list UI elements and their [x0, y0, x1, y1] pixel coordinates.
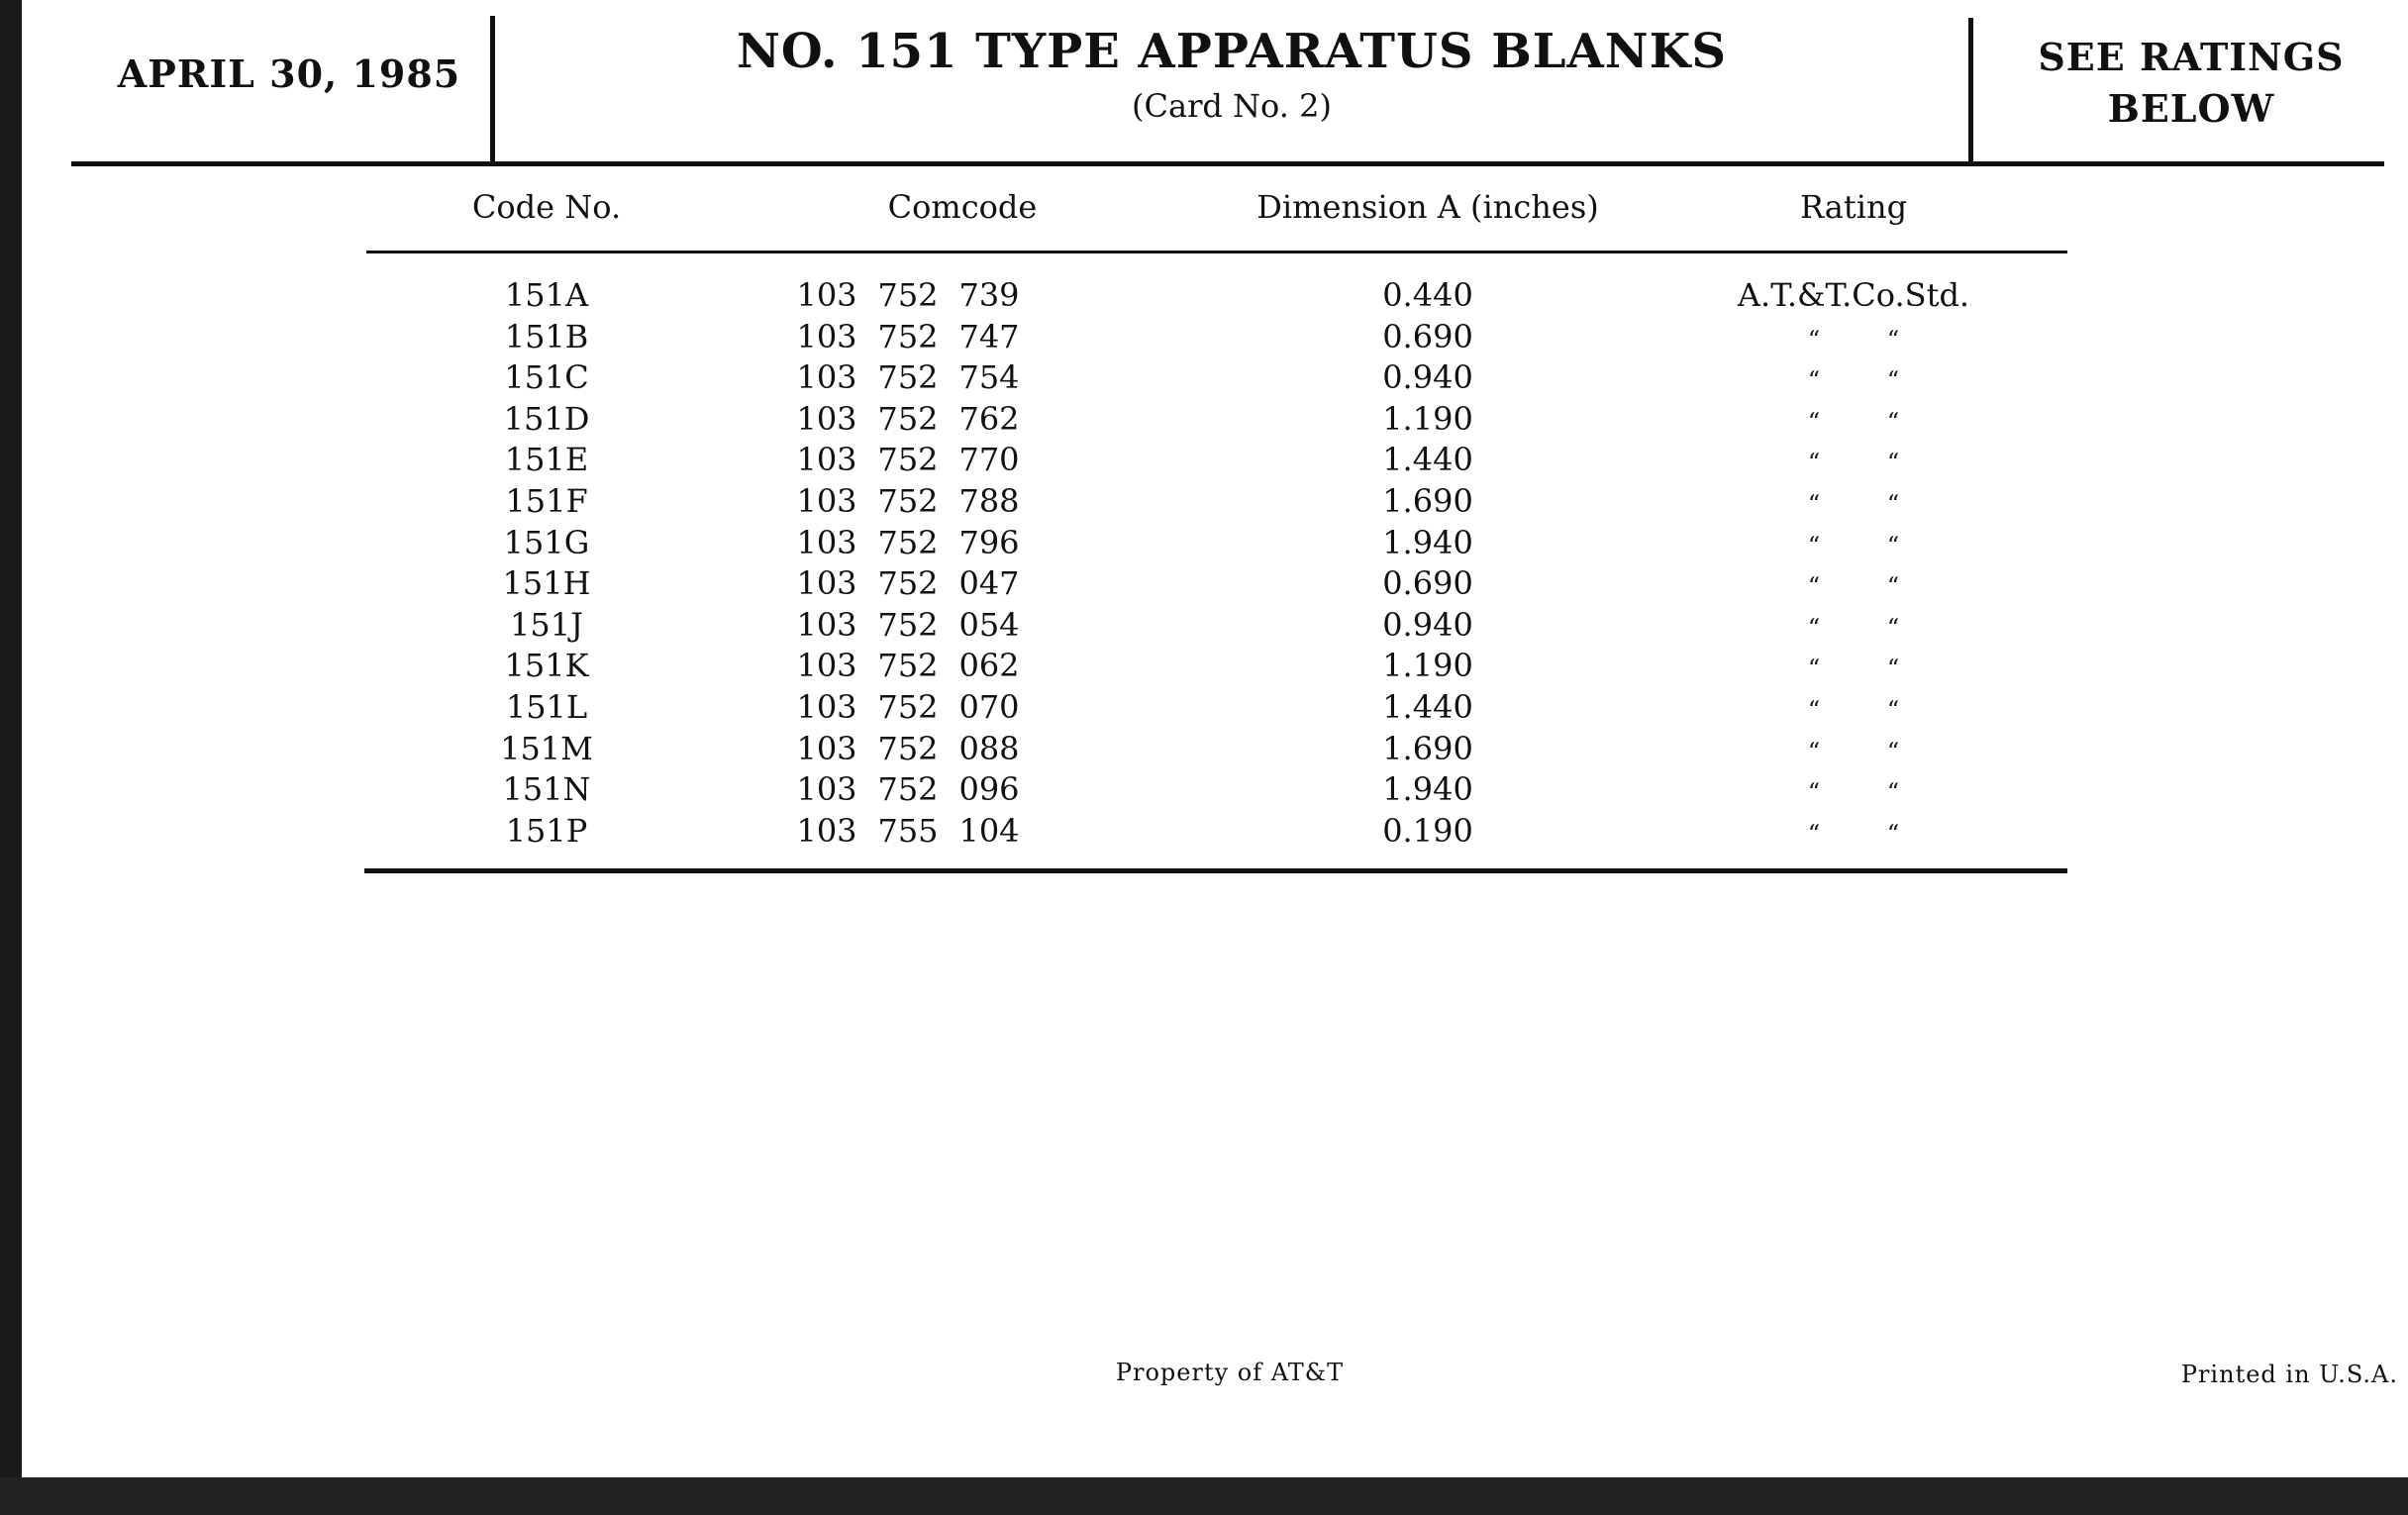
dimension-cell: 1.690 [1382, 481, 1473, 520]
code-number-cell: 151D [503, 399, 590, 438]
comcode-group: 752 [877, 523, 939, 561]
comcode-cell [794, 440, 1131, 481]
rating-cell [1705, 563, 2002, 605]
ditto-mark: “ [1807, 572, 1821, 601]
comcode-group: 752 [877, 317, 939, 355]
comcode-group: 755 [877, 811, 939, 850]
dimension-cell: 0.690 [1382, 564, 1473, 603]
ratings-note [1978, 32, 2404, 131]
dimension-cell: 1.440 [1382, 687, 1473, 726]
document-title: NO. 151 TYPE APPARATUS BLANKS [736, 24, 1728, 79]
comcode-group: 754 [958, 358, 1020, 397]
comcode-group: 752 [877, 729, 939, 767]
comcode-cell [794, 275, 1131, 317]
comcode-group: 096 [958, 770, 1020, 809]
scan-border-bottom [0, 1477, 2408, 1515]
ditto-mark: “ [1807, 531, 1821, 559]
comcode-group: 103 [796, 276, 857, 314]
ditto-mark: “ [1886, 325, 1900, 354]
dimension-cell: 0.690 [1382, 317, 1473, 355]
table-row [22, 275, 2408, 317]
comcode-group: 103 [796, 441, 857, 479]
comcode-group: 752 [877, 564, 939, 603]
ditto-mark: “ [1886, 695, 1900, 724]
code-number-cell: 151L [505, 687, 588, 726]
comcode-group: 103 [796, 687, 857, 726]
code-number-cell: 151H [502, 564, 591, 603]
comcode-cell [794, 357, 1131, 399]
ditto-mark: “ [1807, 655, 1821, 683]
table-row [22, 399, 2408, 441]
code-number-cell: 151K [504, 647, 589, 685]
comcode-group: 103 [796, 358, 857, 397]
table-bottom-rule [364, 868, 2067, 873]
dimension-cell: 0.940 [1382, 358, 1473, 397]
code-number-cell: 151P [505, 811, 588, 850]
table-body [22, 275, 2408, 852]
table-row [22, 440, 2408, 481]
rating-cell [1705, 729, 2002, 770]
comcode-group: 103 [796, 564, 857, 603]
ditto-mark: “ [1807, 489, 1821, 518]
code-number-cell: 151G [503, 523, 590, 561]
table-top-rule [366, 251, 2067, 253]
card-number: (Card No. 2) [1132, 87, 1332, 125]
comcode-cell [794, 605, 1131, 647]
comcode-cell [794, 811, 1131, 853]
ditto-mark: “ [1886, 613, 1900, 642]
table-row [22, 811, 2408, 853]
comcode-group: 104 [958, 811, 1020, 850]
comcode-group: 752 [877, 770, 939, 809]
table-row [22, 481, 2408, 523]
comcode-group: 752 [877, 441, 939, 479]
comcode-group: 752 [877, 481, 939, 520]
table-row [22, 317, 2408, 358]
ditto-mark: “ [1886, 655, 1900, 683]
column-header-code: Code No. [471, 188, 622, 226]
code-number-cell: 151A [504, 276, 589, 314]
comcode-group: 739 [958, 276, 1020, 314]
ditto-mark: “ [1886, 407, 1900, 436]
rating-cell [1705, 357, 2002, 399]
column-header-comcode: Comcode [887, 188, 1038, 226]
rating-cell [1705, 811, 2002, 853]
code-number-cell: 151M [500, 729, 593, 767]
dimension-cell: 1.940 [1382, 523, 1473, 561]
ditto-mark: “ [1886, 737, 1900, 765]
comcode-group: 752 [877, 358, 939, 397]
header-rule [71, 161, 2384, 166]
code-number-cell: 151C [504, 358, 589, 397]
ditto-mark: “ [1807, 449, 1821, 477]
comcode-group: 103 [796, 770, 857, 809]
rating-cell: A.T.&T.Co.Std. [1737, 276, 1970, 314]
dimension-cell: 1.690 [1382, 729, 1473, 767]
comcode-group: 752 [877, 276, 939, 314]
table-row [22, 563, 2408, 605]
comcode-group: 747 [958, 317, 1020, 355]
comcode-group: 103 [796, 605, 857, 644]
comcode-group: 752 [877, 647, 939, 685]
comcode-group: 788 [958, 481, 1020, 520]
comcode-cell [794, 769, 1131, 811]
code-number-cell: 151N [502, 770, 591, 809]
rating-cell [1705, 605, 2002, 647]
comcode-group: 088 [958, 729, 1020, 767]
comcode-group: 103 [796, 481, 857, 520]
rating-cell [1705, 481, 2002, 523]
comcode-cell [794, 563, 1131, 605]
comcode-cell [794, 729, 1131, 770]
comcode-group: 103 [796, 729, 857, 767]
ditto-mark: “ [1807, 778, 1821, 807]
property-notice: Property of AT&T [1115, 1359, 1345, 1386]
comcode-group: 054 [958, 605, 1020, 644]
comcode-cell [794, 646, 1131, 687]
table-row [22, 729, 2408, 770]
dimension-cell: 1.190 [1382, 647, 1473, 685]
table-row [22, 646, 2408, 687]
dimension-cell: 0.440 [1382, 276, 1473, 314]
dimension-cell: 0.190 [1382, 811, 1473, 850]
dimension-cell: 1.440 [1382, 441, 1473, 479]
comcode-group: 762 [958, 399, 1020, 438]
rating-cell [1705, 317, 2002, 358]
column-header-rating: Rating [1799, 188, 1908, 226]
rating-cell [1705, 769, 2002, 811]
comcode-cell [794, 687, 1131, 729]
rating-cell [1705, 440, 2002, 481]
code-number-cell: 151J [510, 605, 583, 644]
comcode-group: 752 [877, 605, 939, 644]
comcode-group: 752 [877, 399, 939, 438]
code-number-cell: 151F [505, 481, 588, 520]
comcode-group: 752 [877, 687, 939, 726]
issue-date: APRIL 30, 1985 [117, 51, 461, 96]
comcode-cell [794, 481, 1131, 523]
ditto-mark: “ [1807, 325, 1821, 354]
comcode-cell [794, 399, 1131, 441]
ditto-mark: “ [1807, 819, 1821, 848]
comcode-cell [794, 523, 1131, 564]
ratings-note-line-1: SEE RATINGS [2038, 35, 2345, 79]
comcode-group: 070 [958, 687, 1020, 726]
dimension-cell: 1.940 [1382, 770, 1473, 809]
ditto-mark: “ [1807, 366, 1821, 395]
ditto-mark: “ [1886, 489, 1900, 518]
ratings-note-line-2: BELOW [2107, 86, 2275, 131]
ditto-mark: “ [1807, 737, 1821, 765]
comcode-group: 103 [796, 811, 857, 850]
ditto-mark: “ [1886, 778, 1900, 807]
comcode-cell [794, 317, 1131, 358]
table-row [22, 605, 2408, 647]
comcode-group: 103 [796, 317, 857, 355]
document-card [22, 0, 2408, 1477]
code-number-cell: 151E [504, 441, 589, 479]
comcode-group: 103 [796, 647, 857, 685]
comcode-group: 062 [958, 647, 1020, 685]
table-row [22, 687, 2408, 729]
ditto-mark: “ [1886, 531, 1900, 559]
ditto-mark: “ [1807, 695, 1821, 724]
rating-cell [1705, 399, 2002, 441]
code-number-cell: 151B [504, 317, 589, 355]
ditto-mark: “ [1886, 819, 1900, 848]
table-row [22, 523, 2408, 564]
printed-notice: Printed in U.S.A. [2180, 1361, 2398, 1388]
ditto-mark: “ [1886, 366, 1900, 395]
dimension-cell: 1.190 [1382, 399, 1473, 438]
header-divider-left [490, 16, 495, 162]
ditto-mark: “ [1807, 407, 1821, 436]
table-row [22, 769, 2408, 811]
dimension-cell: 0.940 [1382, 605, 1473, 644]
comcode-group: 796 [958, 523, 1020, 561]
rating-cell [1705, 646, 2002, 687]
rating-cell [1705, 687, 2002, 729]
comcode-group: 103 [796, 523, 857, 561]
ditto-mark: “ [1886, 572, 1900, 601]
comcode-group: 770 [958, 441, 1020, 479]
comcode-group: 047 [958, 564, 1020, 603]
ditto-mark: “ [1807, 613, 1821, 642]
table-row [22, 357, 2408, 399]
header-divider-right [1968, 18, 1973, 164]
column-header-dimension: Dimension A (inches) [1256, 188, 1599, 226]
ditto-mark: “ [1886, 449, 1900, 477]
scan-border-left [0, 0, 22, 1515]
comcode-group: 103 [796, 399, 857, 438]
rating-cell [1705, 523, 2002, 564]
